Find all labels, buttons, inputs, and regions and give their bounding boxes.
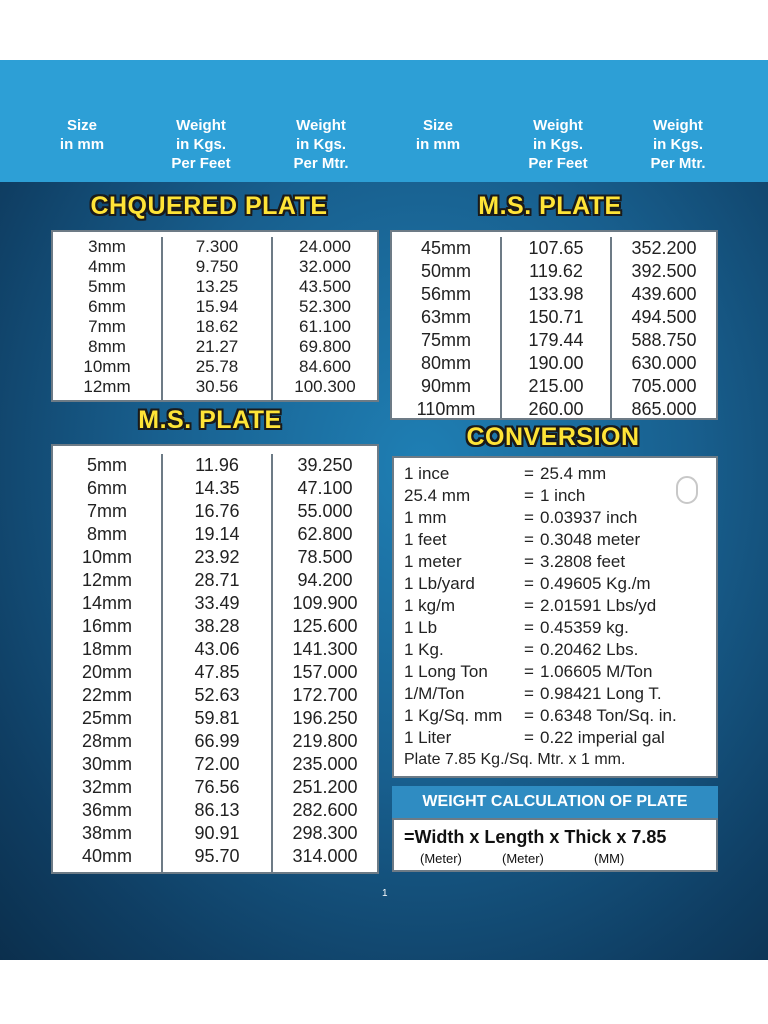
- conversion-value: 0.98421 Long T.: [540, 684, 662, 703]
- table-cell: 78.500: [297, 547, 353, 567]
- table-cell: 15.94: [195, 297, 239, 316]
- conversion-key: 1 mm: [404, 508, 447, 527]
- table-cell: 190.00: [528, 353, 584, 373]
- table-cell: 52.300: [299, 297, 351, 316]
- conversion-key: 1 Kg.: [404, 640, 444, 659]
- conversion-equals: =: [524, 640, 534, 659]
- table-cell: 494.500: [631, 307, 697, 327]
- table-cell: 3mm: [88, 237, 126, 256]
- conversion-value: 1 inch: [540, 486, 586, 505]
- table-cell: 7mm: [88, 317, 126, 336]
- conversion-key: 1 ince: [404, 464, 450, 483]
- conversion-value: 0.20462 Lbs.: [540, 640, 639, 659]
- table-cell: 298.300: [292, 823, 358, 843]
- table-cell: 14mm: [81, 593, 132, 613]
- conversion-value: 0.45359 kg.: [540, 618, 629, 637]
- conversion-equals: =: [524, 530, 534, 549]
- table-cell: 80mm: [420, 353, 471, 373]
- conversion-row: [404, 661, 716, 683]
- ms-plate-right-table: [390, 230, 718, 420]
- conversion-equals: =: [524, 574, 534, 593]
- header-kg-feet-right: Weight in Kgs. Per Feet: [528, 117, 588, 172]
- table-cell: 12mm: [83, 377, 131, 396]
- table-cell: 76.56: [194, 777, 240, 797]
- header-size-left: Size in mm: [59, 117, 105, 153]
- table-cell: 215.00: [528, 376, 584, 396]
- table-cell: 352.200: [631, 238, 697, 258]
- conversion-row: [404, 551, 716, 573]
- table-cell: 28mm: [81, 731, 132, 751]
- table-cell: 59.81: [194, 708, 240, 728]
- table-cell: 705.000: [631, 376, 697, 396]
- conversion-row: [404, 639, 716, 661]
- table-cell: 25mm: [81, 708, 132, 728]
- table-cell: 19.14: [194, 524, 240, 544]
- conversion-key: 1 Lb/yard: [404, 574, 475, 593]
- page-mark: 1: [382, 888, 388, 899]
- conversion-key: 25.4 mm: [404, 486, 471, 505]
- conversion-key: 1 kg/m: [404, 596, 456, 615]
- table-cell: 66.99: [194, 731, 240, 751]
- conversion-key: 1 meter: [404, 552, 462, 571]
- conversion-row: [404, 595, 716, 617]
- table-cell: 63mm: [420, 307, 471, 327]
- table-cell: 32.000: [299, 257, 351, 276]
- table-cell: 6mm: [88, 297, 126, 316]
- per-mtr-column: [612, 237, 716, 418]
- conversion-equals: =: [524, 508, 534, 527]
- table-cell: 28.71: [194, 570, 240, 590]
- table-cell: 439.600: [631, 284, 697, 304]
- table-cell: 7mm: [87, 501, 127, 521]
- table-cell: 52.63: [194, 685, 240, 705]
- table-cell: 141.300: [292, 639, 358, 659]
- table-cell: 47.100: [297, 478, 353, 498]
- conversion-equals: =: [524, 618, 534, 637]
- table-cell: 13.25: [195, 277, 239, 296]
- conversion-title: CONVERSION: [466, 423, 640, 451]
- table-cell: 110mm: [416, 399, 476, 419]
- table-cell: 865.000: [631, 399, 697, 419]
- per-feet-column: [163, 237, 273, 400]
- table-cell: 95.70: [194, 846, 240, 866]
- conversion-row: [404, 727, 716, 749]
- per-mtr-column: [273, 237, 377, 400]
- conversion-value: 0.03937 inch: [540, 508, 638, 527]
- conversion-key: 1/M/Ton: [404, 684, 465, 703]
- table-cell: 196.250: [292, 708, 358, 728]
- table-cell: 18.62: [195, 317, 239, 336]
- weight-formula: =Width x Length x Thick x 7.85: [404, 827, 667, 847]
- table-cell: 119.62: [529, 261, 583, 281]
- table-cell: 125.600: [292, 616, 358, 636]
- chquered-plate-table: [51, 230, 379, 402]
- ms-plate-right-title: M.S. PLATE: [478, 192, 622, 220]
- table-cell: 75mm: [420, 330, 471, 350]
- conversion-row: [404, 705, 716, 727]
- conversion-row: [404, 529, 716, 551]
- conversion-value: 25.4 mm: [540, 464, 607, 483]
- table-cell: 8mm: [87, 524, 127, 544]
- conversion-value: 3.2808 feet: [540, 552, 626, 571]
- table-cell: 21.27: [195, 337, 239, 356]
- conversion-row: [404, 507, 716, 529]
- table-cell: 23.92: [194, 547, 240, 567]
- table-cell: 100.300: [294, 377, 356, 396]
- conversion-key: 1 Lb: [404, 618, 438, 637]
- table-cell: 392.500: [631, 261, 697, 281]
- conversion-key: 1 feet: [404, 530, 447, 549]
- per-feet-column: [502, 237, 612, 418]
- conversion-row: [404, 573, 716, 595]
- conversion-row: [404, 617, 716, 639]
- table-cell: 43.06: [194, 639, 240, 659]
- conversion-key: 1 Long Ton: [404, 662, 488, 681]
- table-cell: 30mm: [81, 754, 132, 774]
- table-cell: 5mm: [88, 277, 126, 296]
- table-cell: 7.300: [195, 237, 239, 256]
- table-cell: 56mm: [420, 284, 471, 304]
- table-cell: 62.800: [297, 524, 353, 544]
- table-cell: 47.85: [194, 662, 240, 682]
- table-cell: 9.750: [195, 257, 239, 276]
- conversion-value: 0.22 imperial gal: [540, 728, 665, 747]
- header-kg-mtr-left: Weight in Kgs. Per Mtr.: [293, 117, 349, 172]
- table-cell: 11.96: [195, 455, 239, 475]
- table-cell: 150.71: [528, 307, 584, 327]
- ms-plate-left-table: [51, 444, 379, 874]
- table-cell: 282.600: [292, 800, 358, 820]
- conversion-value: 1.06605 M/Ton: [540, 662, 653, 681]
- table-cell: 22mm: [81, 685, 132, 705]
- conversion-equals: =: [524, 662, 534, 681]
- table-cell: 38.28: [194, 616, 240, 636]
- table-cell: 32mm: [81, 777, 132, 797]
- table-cell: 94.200: [297, 570, 353, 590]
- table-cell: 10mm: [83, 357, 131, 376]
- conversion-row: [404, 463, 716, 485]
- table-cell: 314.000: [292, 846, 358, 866]
- table-cell: 90.91: [194, 823, 240, 843]
- table-cell: 4mm: [88, 257, 126, 276]
- size-column: [53, 454, 163, 872]
- table-cell: 84.600: [299, 357, 351, 376]
- chquered-plate-title: CHQUERED PLATE: [90, 192, 328, 220]
- unit-thick: (MM): [594, 851, 625, 866]
- conversion-equals: =: [524, 552, 534, 571]
- weight-calculation-box: [392, 818, 718, 872]
- table-cell: 20mm: [81, 662, 132, 682]
- table-cell: 18mm: [81, 639, 132, 659]
- clip-icon: [676, 476, 698, 504]
- conversion-equals: =: [524, 596, 534, 615]
- table-cell: 12mm: [81, 570, 132, 590]
- size-column: [53, 237, 163, 400]
- conversion-equals: =: [524, 464, 534, 483]
- table-cell: 36mm: [81, 800, 132, 820]
- table-cell: 50mm: [420, 261, 471, 281]
- conversion-key: 1 Kg/Sq. mm: [404, 706, 503, 725]
- header-kg-mtr-right: Weight in Kgs. Per Mtr.: [650, 117, 706, 172]
- table-cell: 219.800: [292, 731, 358, 751]
- table-cell: 179.44: [528, 330, 584, 350]
- table-cell: 39.250: [297, 455, 353, 475]
- conversion-row: [404, 485, 716, 507]
- conversion-equals: =: [524, 684, 534, 703]
- table-cell: 55.000: [297, 501, 353, 521]
- conversion-value: 0.49605 Kg./m: [540, 574, 651, 593]
- unit-length: (Meter): [502, 851, 544, 866]
- conversion-row: [404, 683, 716, 705]
- table-cell: 260.00: [528, 399, 584, 419]
- table-cell: 90mm: [420, 376, 471, 396]
- conversion-table: [392, 456, 718, 778]
- table-cell: 38mm: [81, 823, 132, 843]
- conversion-equals: =: [524, 728, 534, 747]
- table-cell: 630.000: [631, 353, 697, 373]
- table-cell: 107.65: [528, 238, 584, 258]
- table-cell: 40mm: [81, 846, 132, 866]
- table-cell: 33.49: [194, 593, 240, 613]
- table-cell: 172.700: [292, 685, 358, 705]
- table-cell: 61.100: [299, 317, 351, 336]
- table-cell: 5mm: [87, 455, 127, 475]
- table-cell: 588.750: [631, 330, 697, 350]
- table-cell: 72.00: [194, 754, 240, 774]
- table-cell: 16mm: [81, 616, 132, 636]
- table-cell: 14.35: [194, 478, 240, 498]
- per-mtr-column: [273, 454, 377, 872]
- table-cell: 69.800: [299, 337, 351, 356]
- table-cell: 86.13: [194, 800, 240, 820]
- table-cell: 157.000: [292, 662, 358, 682]
- conversion-value: 0.6348 Ton/Sq. in.: [540, 706, 677, 725]
- ms-plate-left-title: M.S. PLATE: [138, 406, 282, 434]
- table-cell: 16.76: [194, 501, 240, 521]
- header-size-right: Size in mm: [415, 117, 461, 153]
- weight-calculation-title: WEIGHT CALCULATION OF PLATE: [392, 786, 718, 818]
- table-cell: 109.900: [292, 593, 358, 613]
- table-cell: 133.98: [528, 284, 584, 304]
- table-cell: 251.200: [292, 777, 358, 797]
- conversion-equals: =: [524, 706, 534, 725]
- table-cell: 10mm: [81, 547, 132, 567]
- conversion-footer: Plate 7.85 Kg./Sq. Mtr. x 1 mm.: [404, 751, 626, 768]
- table-cell: 235.000: [292, 754, 358, 774]
- table-cell: 30.56: [195, 377, 239, 396]
- conversion-rows: [404, 463, 716, 749]
- conversion-value: 2.01591 Lbs/yd: [540, 596, 657, 615]
- table-cell: 25.78: [195, 357, 239, 376]
- table-cell: 6mm: [87, 478, 127, 498]
- table-cell: 24.000: [299, 237, 351, 256]
- table-cell: 8mm: [88, 337, 126, 356]
- conversion-key: 1 Liter: [404, 728, 452, 747]
- table-cell: 45mm: [420, 238, 471, 258]
- conversion-value: 0.3048 meter: [540, 530, 641, 549]
- size-column: [392, 237, 502, 418]
- per-feet-column: [163, 454, 273, 872]
- table-cell: 43.500: [299, 277, 351, 296]
- header-kg-feet-left: Weight in Kgs. Per Feet: [171, 117, 231, 172]
- steel-weight-chart: [0, 60, 768, 960]
- unit-width: (Meter): [420, 851, 462, 866]
- conversion-equals: =: [524, 486, 534, 505]
